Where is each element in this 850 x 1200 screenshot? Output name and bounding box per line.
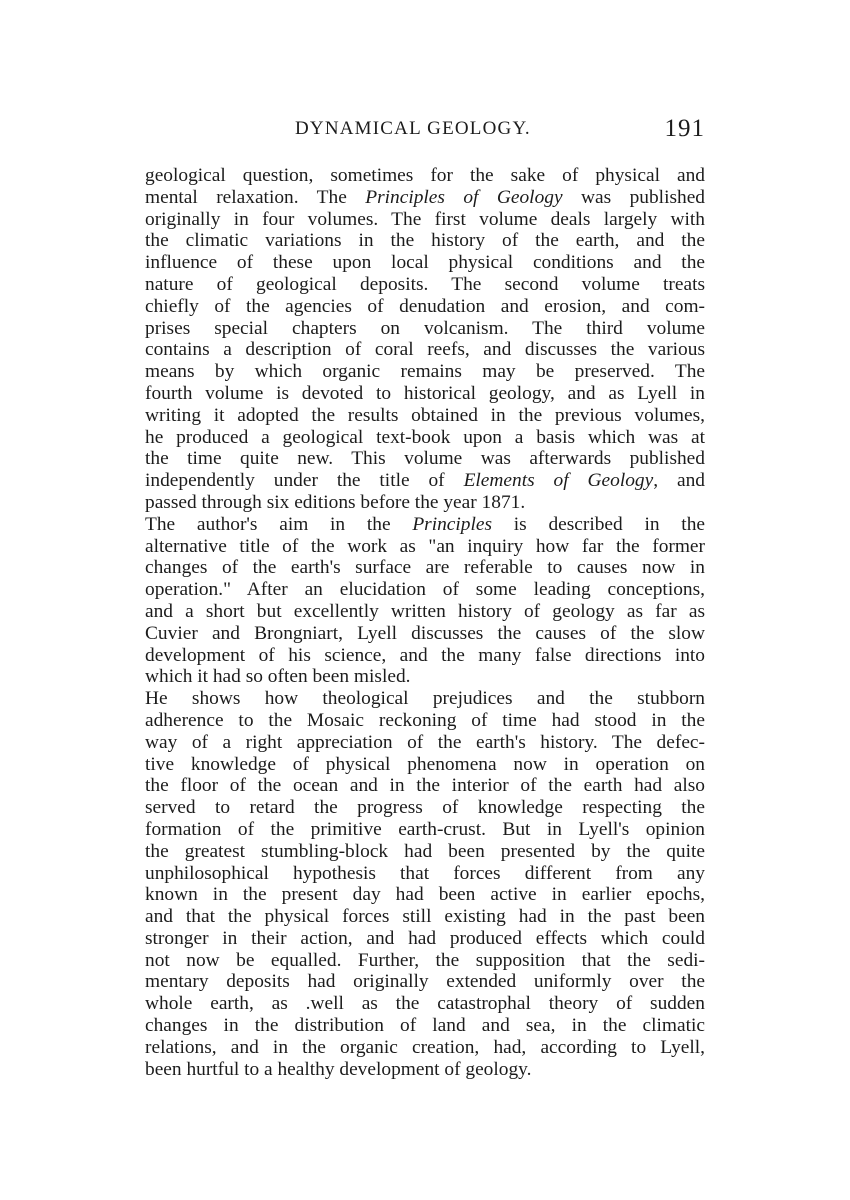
text-line xyxy=(145,688,705,710)
text-line xyxy=(145,884,705,906)
text-line xyxy=(145,318,705,340)
text-segment: , and xyxy=(653,470,706,492)
text-segment: nature of geological deposits. The second volume treats xyxy=(145,273,705,295)
paragraph xyxy=(145,165,705,514)
text-line xyxy=(145,187,705,209)
text-segment: alternative title of the work as "an inquiry how far the former xyxy=(145,535,705,557)
text-segment: relations, and in the organic creation, had, according to Lyell, xyxy=(145,1036,705,1058)
text-segment: contains a description of coral reefs, and discusses the various xyxy=(145,339,705,361)
text-line xyxy=(145,579,705,601)
italic-title: Elements of Geology xyxy=(463,470,654,492)
text-segment: prises special chapters on volcanism. The third volume xyxy=(145,317,705,339)
text-segment: independently under the title of xyxy=(145,470,464,492)
text-line xyxy=(145,470,705,492)
text-segment: he produced a geological text-book upon a basis which was at xyxy=(145,426,705,448)
text-segment: is described in the xyxy=(492,513,705,535)
text-line xyxy=(145,230,705,252)
text-line xyxy=(145,536,705,558)
text-segment: influence of these upon local physical conditions and the xyxy=(145,252,705,274)
text-line xyxy=(145,797,705,819)
running-head xyxy=(145,115,705,148)
text-segment: geological question, sometimes for the sake of physical and xyxy=(145,165,705,186)
text-segment: way of a right appreciation of the earth's history. The defec- xyxy=(145,731,705,753)
text-segment: and a short but excellently written history of geology as far as xyxy=(145,600,705,622)
text-segment: tive knowledge of physical phenomena now in operation on xyxy=(145,753,705,775)
text-line xyxy=(145,863,705,885)
text-line xyxy=(145,819,705,841)
text-segment: stronger in their action, and had produced effects which could xyxy=(145,927,705,949)
text-line xyxy=(145,993,705,1015)
text-segment: known in the present day had been active in earlier epochs, xyxy=(145,884,705,906)
text-line xyxy=(145,645,705,667)
text-line xyxy=(145,754,705,776)
text-line xyxy=(145,601,705,623)
text-line xyxy=(145,1037,705,1059)
text-line xyxy=(145,274,705,296)
text-segment: changes in the distribution of land and sea, in the climatic xyxy=(145,1015,705,1037)
text-line xyxy=(145,950,705,972)
text-segment: and that the physical forces still existing had in the past been xyxy=(145,906,705,928)
text-segment: formation of the primitive earth-crust. But in Lyell's opinion xyxy=(145,818,705,840)
text-segment: means by which organic remains may be preserved. The xyxy=(145,361,705,383)
text-line xyxy=(145,1059,705,1081)
text-segment: mentary deposits had originally extended uniformly over the xyxy=(145,971,705,993)
text-segment: The author's aim in the xyxy=(145,513,413,535)
text-line xyxy=(145,296,705,318)
text-segment: unphilosophical hypothesis that forces different from any xyxy=(145,862,705,884)
text-segment: passed through six editions before the year 1871. xyxy=(145,491,526,513)
text-segment: mental relaxation. The xyxy=(145,186,366,208)
text-line xyxy=(145,732,705,754)
text-segment: adherence to the Mosaic reckoning of time had stood in the xyxy=(145,709,705,731)
text-line xyxy=(145,928,705,950)
text-segment: operation." After an elucidation of some leading conceptions, xyxy=(145,579,705,601)
text-segment: been hurtful to a healthy development of geology. xyxy=(145,1058,532,1080)
text-line xyxy=(145,514,705,536)
text-line xyxy=(145,492,705,514)
text-line xyxy=(145,906,705,928)
text-line xyxy=(145,339,705,361)
paragraph xyxy=(145,688,705,1080)
text-line xyxy=(145,623,705,645)
text-segment: the climatic variations in the history of the earth, and the xyxy=(145,230,705,252)
body-text xyxy=(145,165,705,1080)
text-segment: Cuvier and Brongniart, Lyell discusses the causes of the slow xyxy=(145,622,705,644)
text-line xyxy=(145,710,705,732)
text-segment: writing it adopted the results obtained in the previous volumes, xyxy=(145,404,705,426)
text-line xyxy=(145,405,705,427)
text-segment: changes of the earth's surface are referable to causes now in xyxy=(145,557,705,579)
paragraph xyxy=(145,514,705,688)
text-segment: the greatest stumbling-block had been presented by the quite xyxy=(145,840,705,862)
text-segment: He shows how theological prejudices and the stubborn xyxy=(145,688,705,710)
text-line xyxy=(145,971,705,993)
text-segment: whole earth, as .well as the catastrophal theory of sudden xyxy=(145,993,705,1015)
text-segment: the time quite new. This volume was afterwards published xyxy=(145,448,705,470)
text-line xyxy=(145,1015,705,1037)
running-title: DYNAMICAL GEOLOGY. xyxy=(295,118,531,139)
text-line xyxy=(145,383,705,405)
page-number: 191 xyxy=(664,115,705,142)
text-line xyxy=(145,361,705,383)
text-line xyxy=(145,775,705,797)
text-line xyxy=(145,841,705,863)
text-segment: originally in four volumes. The first volume deals largely with xyxy=(145,208,705,230)
text-line xyxy=(145,448,705,470)
text-segment: the floor of the ocean and in the interior of the earth had also xyxy=(145,775,705,797)
text-line xyxy=(145,557,705,579)
text-segment: fourth volume is devoted to historical geology, and as Lyell in xyxy=(145,382,705,404)
text-line xyxy=(145,252,705,274)
text-segment: chiefly of the agencies of denudation and erosion, and com- xyxy=(145,295,705,317)
text-segment: not now be equalled. Further, the supposition that the sedi- xyxy=(145,949,705,971)
text-line xyxy=(145,165,705,187)
text-segment: development of his science, and the many false directions into xyxy=(145,644,705,666)
text-segment: which it had so often been misled. xyxy=(145,666,411,688)
text-line xyxy=(145,209,705,231)
text-line xyxy=(145,427,705,449)
text-line xyxy=(145,666,705,688)
italic-title: Principles xyxy=(412,513,493,535)
text-segment: was published xyxy=(562,186,705,208)
italic-title: Principles of Geology xyxy=(365,186,563,208)
text-segment: served to retard the progress of knowledge respecting the xyxy=(145,797,705,819)
